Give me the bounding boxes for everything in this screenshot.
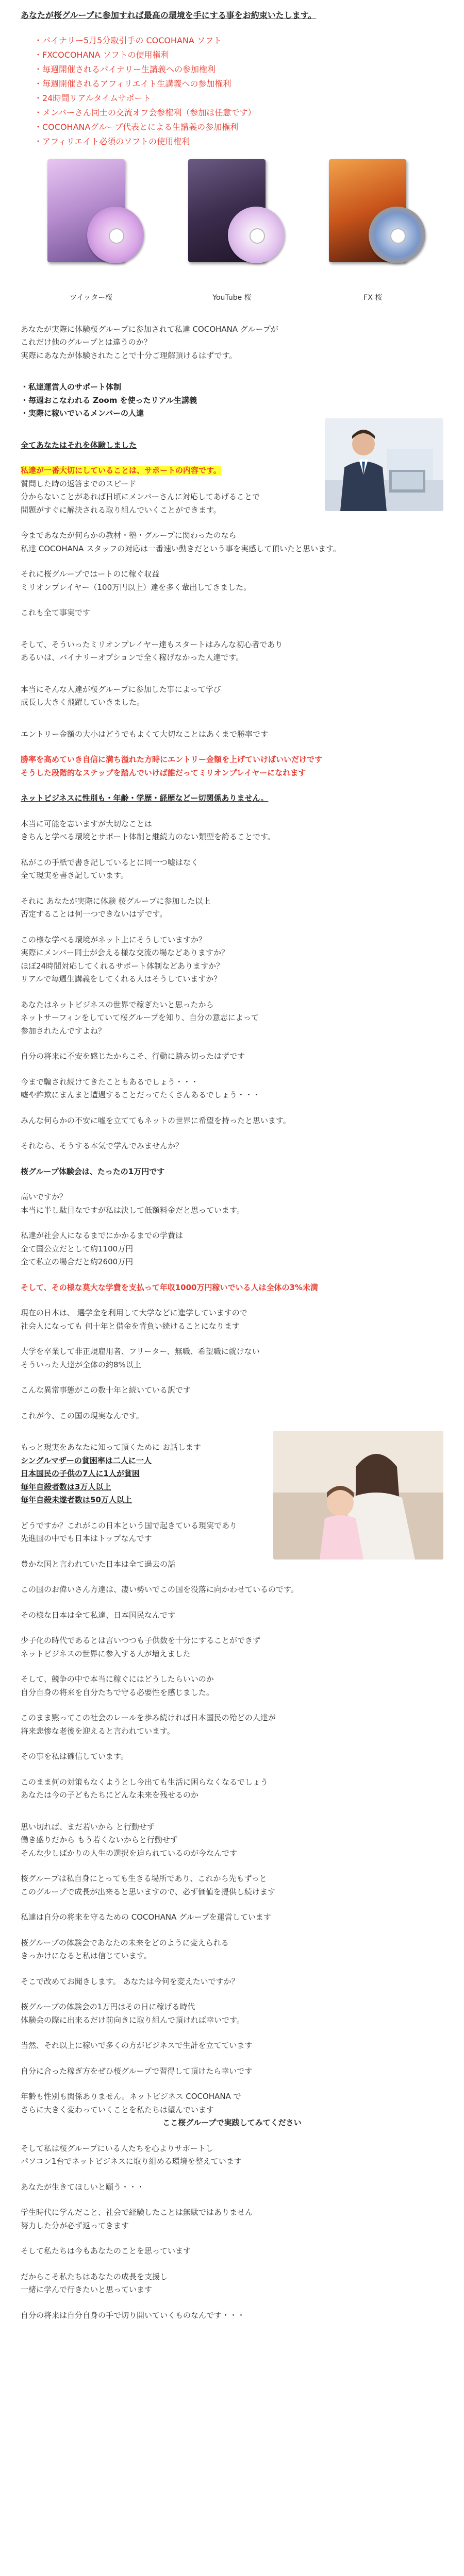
- benefit-item: ・アフィリエイト必須のソフトの使用権利: [34, 137, 190, 147]
- body-line: きっかけになると私は信じています。: [21, 1951, 152, 1961]
- body-line: こんな異常事態がこの数十年と続いている訳です: [21, 1385, 191, 1395]
- letter-body: [21, 8, 443, 2322]
- page-title: あなたが桜グループに参加すれば最高の環境を手にする事をお約束いたします。: [21, 10, 317, 20]
- body-line: 全て私立の場合だと約2600万円: [21, 1257, 134, 1267]
- body-line: そして、そういったミリオンプレイヤー達もスタートはみんな初心者であり: [21, 639, 283, 649]
- body-line: このグループで成長が出来ると思いますので、必ず価値を提供し続けます: [21, 1887, 275, 1896]
- businessman-photo: [325, 418, 443, 511]
- body-line: それに桜グループではートのに稼ぐ収益: [21, 569, 160, 579]
- statistic-line: 毎年自殺者数は3万人以上: [21, 1482, 111, 1492]
- body-line: ネットサーフィンをしていて桜グループを知り、自分の意志によって: [21, 1013, 259, 1023]
- body-line: 自分自身の将来を自分たちで守る必要性を感じました。: [21, 1687, 214, 1697]
- dvd-disc: [228, 207, 285, 263]
- body-line: このまま何の対策もなくようとし今出ても生活に困らなくなるでしょう: [21, 1777, 268, 1787]
- body-line: 私達 COCOHANA スタッフの対応は一番速い動きだという事を実感して頂いたと思います。: [21, 544, 341, 553]
- dvd-disc: [87, 207, 144, 263]
- benefit-list: [34, 33, 443, 149]
- body-line: 桜グループの体験会であなたの未来をどのように変えられる: [21, 1938, 229, 1947]
- feature-item: ・実際に稼いでいるメンバーの人達: [21, 409, 144, 418]
- body-line: その様な日本は全て私達、日本国民なんです: [21, 1610, 176, 1620]
- feature-item: ・私達運営人のサポート体制: [21, 382, 122, 392]
- product-caption: YouTube 桜: [212, 294, 252, 302]
- red-emphasis: そして、その様な莫大な学費を支払って年収1000万円稼いでいる人は全体の3%未満: [21, 1282, 318, 1292]
- body-line: 本当に半し駄目なですが私は決して低額料金だと思っています。: [21, 1205, 244, 1215]
- body-line: 将来悲惨な老後を迎えると言われています。: [21, 1726, 175, 1736]
- body-line: 学生時代に学んだこと、社会で経験したことは無駄ではありません: [21, 2208, 253, 2217]
- body-line: 私達が社会人になるまでにかかるまでの学費は: [21, 1231, 184, 1241]
- intro-line: あなたが実際に体験桜グループに参加されて私達 COCOHANA グループが: [21, 324, 278, 334]
- product-twitter: [35, 159, 148, 304]
- body-line: 桜グループは私自身にとっても生きる場所であり、これから先もずっと: [21, 1874, 267, 1884]
- body-line: あるいは、バイナリーオプションで全く稼げなかった人達です。: [21, 653, 244, 663]
- body-line: 分からないことがあれば日頃にメンバーさんに対応してあげることで: [21, 492, 260, 502]
- dvd-disc: [369, 207, 425, 263]
- body-line: パソコン1台でネットビジネスに取り組める環境を整えています: [21, 2157, 242, 2166]
- body-line: そこで改めてお聞きします。 あなたは今何を変えたいですか？: [21, 1976, 239, 1986]
- body-line: 思い切れば、まだ若いから と行動せず: [21, 1822, 155, 1832]
- product-youtube: [175, 159, 289, 304]
- body-line: リアルで毎週生講義をしてくれる人はそうしていますか？: [21, 974, 222, 984]
- body-line: そして私は桜グループにいる人たちを心よりサポートし: [21, 2143, 213, 2153]
- mother-child-photo: [273, 1431, 443, 1560]
- red-emphasis: そうした段階的なステップを踏んでいけば誰だってミリオンプレイヤーになれます: [21, 768, 306, 777]
- mother-child-illustration: [273, 1431, 443, 1560]
- body-line: あなたは今の子どもたちにどんな未来を残せるのか: [21, 1790, 199, 1800]
- body-line: 私達は自分の将来を守るための COCOHANA グループを運営しています: [21, 1912, 271, 1922]
- body-line: 私がこの手紙で書き記しているとに同一つ嘘はなく: [21, 857, 199, 867]
- product-row: [21, 159, 443, 304]
- body-line: そういった人達が全体の約8%以上: [21, 1360, 141, 1369]
- body-line: 先進国の中でも日本はトップなんです: [21, 1534, 152, 1544]
- body-line: みんな何らかの不安に嘘を立ててもネットの世界に希望を持ったと思います。: [21, 1115, 291, 1125]
- body-line: 現在の日本は、 選学金を利用して大学などに進学していますので: [21, 1308, 247, 1318]
- body-line: 実際にメンバー同士が会える様な交流の場などありますか？: [21, 948, 229, 958]
- body-line: 否定することは何一つできないはずです。: [21, 909, 168, 919]
- centered-callout: ここ桜グループで実践してみてください: [162, 2118, 302, 2128]
- body-line: 今まであなたが何らかの教材・塾・グループに関わったのなら: [21, 531, 237, 540]
- body-line: その事を私は確信しています。: [21, 1752, 128, 1761]
- body-line: 今まで騙され続けてきたこともあるでしょう・・・: [21, 1077, 198, 1087]
- statistic-line: 日本国民の子供の7人に1人が貧困: [21, 1469, 140, 1479]
- body-line: 年齢も性別も関係ありません。ネットビジネス COCOHANA で: [21, 2092, 241, 2102]
- body-line: 全て現実を書き記しています。: [21, 871, 128, 880]
- benefit-item: ・パイナリー5月5分取引手の COCOHANA ソフト: [34, 36, 222, 46]
- body-line: ほぼ24時間対応してくれるサポート体制などありますか？: [21, 961, 224, 971]
- intro-line: これだけ他のグループとは違うのか？: [21, 337, 152, 347]
- intro-line: 実際にあなたが体験されたことで十分ご理解頂けるはずです。: [21, 350, 237, 360]
- benefit-item: ・FXCOCOHANA ソフトの使用権利: [34, 50, 169, 60]
- body-line: そして、競争の中で本当に稼ぐにはどうしたらいいのか: [21, 1674, 214, 1684]
- body-line: ミリオンプレイヤー（100万円以上）達を多く輩出してきました。: [21, 582, 252, 592]
- body-line: それに あなたが実際に体験 桜グループに参加した以上: [21, 896, 211, 906]
- body-line: もっと現実をあなたに知って頂くために お話します: [21, 1443, 201, 1452]
- product-caption: ツイッター桜: [70, 294, 113, 302]
- statistic-line: シングルマザーの貧困率は二人に一人: [21, 1455, 152, 1465]
- body-line: 参加されたんですよね？: [21, 1026, 106, 1036]
- body-line: この様な学べる環境がネット上にそうしていますか？: [21, 935, 207, 944]
- body-line: そして私たちは今もあなたのことを思っています: [21, 2246, 191, 2256]
- businessman-illustration: [325, 418, 443, 511]
- statistic-line: 毎年自殺未遂者数は50万人以上: [21, 1495, 132, 1505]
- body-line: さらに大きく変わっていくことを私たちは望んでいます: [21, 2105, 214, 2114]
- highlight-text: 私達が一番大切にしていることは、サポートの内容です。: [21, 466, 221, 476]
- body-line: きちんと学べる環境とサポート体制と継続力のない類型を誇ることです。: [21, 832, 275, 842]
- body-line: そんな少しばかりの人生の選択を迫られているのが今なんです: [21, 1848, 238, 1858]
- body-line: このまま黙ってこの社会のレールを歩み続ければ日本国民の殆どの人達が: [21, 1713, 276, 1723]
- body-line: だからこそ私たちはあなたの成長を支援し: [21, 2272, 168, 2281]
- body-line: 豊かな国と言われていた日本は全て過去の話: [21, 1559, 176, 1569]
- product-caption: FX 桜: [363, 294, 383, 302]
- body-line: あなたはネットビジネスの世界で稼ぎたいと思ったから: [21, 999, 214, 1009]
- red-emphasis: 勝率を高めていき自信に満ち溢れた方時にエントリー金額を上げていけばいいだけです: [21, 755, 323, 765]
- benefit-item: ・毎週開催されるアフィリエイト生講義への参加権利: [34, 79, 231, 89]
- body-line: 努力した分が必ず返ってきます: [21, 2221, 129, 2230]
- product-package-image: [40, 159, 143, 283]
- benefit-item: ・COCOHANAグループ代表とによる生講義の参加権利: [34, 122, 239, 132]
- body-line: どうですか？これがこの日本という国で起きている現実であり: [21, 1520, 238, 1530]
- body-line: エントリー金額の大小はどうでもよくて大切なことはあくまで勝率です: [21, 729, 269, 739]
- product-package-image: [321, 159, 424, 283]
- benefit-item: ・メンバーさん同士の交流オフ会参権利（参加は任意です）: [34, 108, 256, 118]
- body-line: 当然、それ以上に稼いで多くの方がビジネスで生計を立てています: [21, 2041, 253, 2050]
- product-fx: [316, 159, 429, 304]
- body-line: 本当にそんな人達が桜グループに参加した事によって学び: [21, 684, 221, 694]
- section-support: [21, 439, 443, 517]
- body-line: 自分の将来に不安を感じたからこそ、行動に踏み切ったはずです: [21, 1052, 245, 1061]
- section-heading: 桜グループ体験会は、たったの1万円です: [21, 1166, 165, 1176]
- body-line: 自分に合った稼ぎ方をぜひ桜グループで習得して頂けたら幸いです: [21, 2066, 253, 2076]
- body-line: それなら、そうする本気で学んでみませんか？: [21, 1141, 184, 1151]
- body-line: 成長し大きく飛躍していきました。: [21, 698, 145, 707]
- benefit-item: ・24時間リアルタイムサポート: [34, 93, 151, 104]
- body-line: これも全て事実です: [21, 608, 91, 618]
- body-line: 自分の将来は自分自身の手で切り開いていくものなんです・・・: [21, 2310, 245, 2320]
- body-line: 体験会の際に出来るだけ前向きに取り組んで頂ければ幸いです。: [21, 2015, 244, 2025]
- body-line: 桜グループの体験会の1万円はその日に稼げる時代: [21, 2002, 195, 2012]
- body-line: 一緒に学んで行きたいと思っています: [21, 2285, 153, 2295]
- section-heading: 全てあなたはそれを体験しました: [21, 440, 137, 450]
- feature-item: ・毎週おこなわれる Zoom を使ったリアル生講義: [21, 395, 197, 405]
- body-line: これが今、この国の現実なんです。: [21, 1411, 144, 1420]
- benefit-item: ・毎週開催されるパイナリー生講義への参加権利: [34, 64, 216, 75]
- body-line: 全て国公立だとして約1100万円: [21, 1244, 134, 1253]
- body-line: ネットビジネスの世界に参入する人が増えました: [21, 1649, 191, 1658]
- body-line: 働き盛りだから もう若くないからと行動せず: [21, 1835, 178, 1845]
- body-line: 大学を卒業して非正規雇用者、フリーター、無職、希望職に就けない: [21, 1347, 260, 1357]
- body-line: 本当に可能を志いますが大切なことは: [21, 819, 153, 828]
- body-line: この国のお偉いさん方達は、凄い勢いでこの国を没落に向かわせているのです。: [21, 1585, 299, 1595]
- section-mother: [21, 1441, 443, 1507]
- section-heading: ネットビジネスに性別も・年齢・学歴・経歴などー切関係ありません。: [21, 793, 269, 803]
- body-line: 高いですか？: [21, 1192, 68, 1202]
- body-line: 質問した時の返答までのスピード: [21, 479, 137, 488]
- body-line: 嘘や詐欺にまんまと遭遇することだってたくさんあるでしょう・・・: [21, 1090, 260, 1100]
- body-line: 社会人になっても 何十年と借金を背負い続けることになります: [21, 1321, 240, 1331]
- body-line: あなたが生きてほしいと願う・・・: [21, 2182, 145, 2192]
- body-line: 問題がすぐに解決される取り組んでいくことができます。: [21, 505, 221, 515]
- product-package-image: [180, 159, 284, 283]
- body-line: 少子化の時代であるとは言いつつも子供数を十分にすることができず: [21, 1636, 261, 1646]
